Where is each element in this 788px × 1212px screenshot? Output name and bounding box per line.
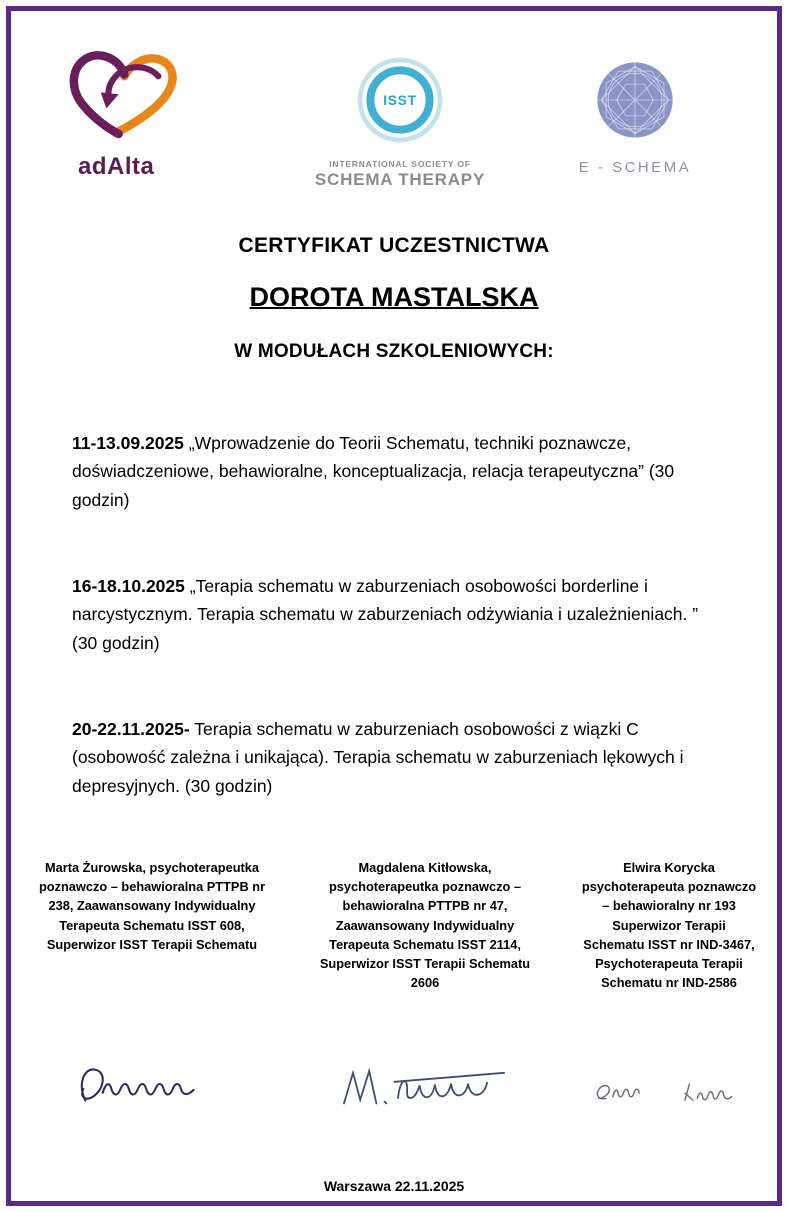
isst-logo-block	[260, 52, 540, 190]
svg-text:ISST: ISST	[383, 92, 417, 108]
eschema-logo-block	[540, 54, 730, 176]
logos-row	[0, 46, 788, 190]
module-2-date: 16-18.10.2025	[72, 576, 185, 597]
module-entry-2	[72, 572, 716, 657]
signer-block-kitlowska	[306, 858, 544, 1116]
module-entry-1	[72, 429, 716, 514]
module-3-date: 20-22.11.2025-	[72, 719, 190, 740]
signer-block-zurowska	[34, 858, 270, 1116]
place-and-date: Warszawa 22.11.2025	[323, 1178, 465, 1195]
signer-block-korycka	[580, 858, 758, 1116]
module-1-date: 11-13.09.2025	[72, 433, 184, 453]
signature-zurowska	[34, 1058, 270, 1116]
isst-society-line: INTERNATIONAL SOCIETY OF	[329, 159, 471, 169]
module-2-text: „Terapia schematu w zaburzeniach osobowości borderline i narcystycznym. Terapia schematu w zaburzeniach odżywiania i uzależnieniach. ” (30 godzin)	[72, 576, 699, 653]
isst-circle-logo-icon	[352, 92, 448, 152]
adalta-wordmark: adAlta	[78, 153, 155, 180]
signers-row	[0, 858, 788, 1116]
adalta-logo-block	[48, 46, 260, 181]
signer-credentials: Marta Żurowska, psychoterapeutka poznawczo – behawioralna PTTPB nr 238, Zaawansowany Indywidualny Terapeuta Schematu ISST 608, Superwizor ISST Terapii Schematu	[38, 860, 266, 952]
signer-credentials: Elwira Korycka psychoterapeuta poznawczo – behawioralny nr 193 Superwizor Terapii Schematu ISST nr IND-3467, Psychoterapeuta Terapii Schematu nr IND-2586	[581, 860, 757, 991]
certificate-title: CERTYFIKAT UCZESTNICTWA	[238, 234, 550, 257]
signer-credentials: Magdalena Kitłowska, psychoterapeutka poznawczo – behawioralna PTTPB nr 47, Zaawansowany Indywidualny Terapeuta Schematu ISST 2114, Superwizor ISST Terapii Schematu 2606	[319, 860, 531, 991]
isst-schema-therapy-line: SCHEMA THERAPY	[314, 170, 486, 189]
adalta-heart-logo-icon	[60, 137, 200, 154]
module-entry-3	[72, 715, 716, 800]
eschema-wordmark: E - SCHEMA	[578, 159, 692, 176]
signature-kitlowska	[306, 1062, 544, 1116]
module-1-text: „Wprowadzenie do Teorii Schematu, techniki poznawcze, doświadczeniowe, behawioralne, konceptualizacja, relacja terapeutyczna” (30 godzin)	[72, 433, 675, 510]
modules-section	[0, 429, 788, 800]
eschema-mandala-logo-icon	[589, 133, 681, 150]
signature-korycka	[580, 1072, 758, 1116]
module-3-text: Terapia schematu w zaburzeniach osobowości z wiązki C (osobowość zależna i unikająca). Terapia schematu w zaburzeniach lękowych i depresyjnych. (30 godzin)	[72, 719, 684, 796]
certificate-subtitle: W MODUŁACH SZKOLENIOWYCH:	[234, 341, 554, 362]
participant-name: DOROTA MASTALSKA	[249, 282, 539, 312]
